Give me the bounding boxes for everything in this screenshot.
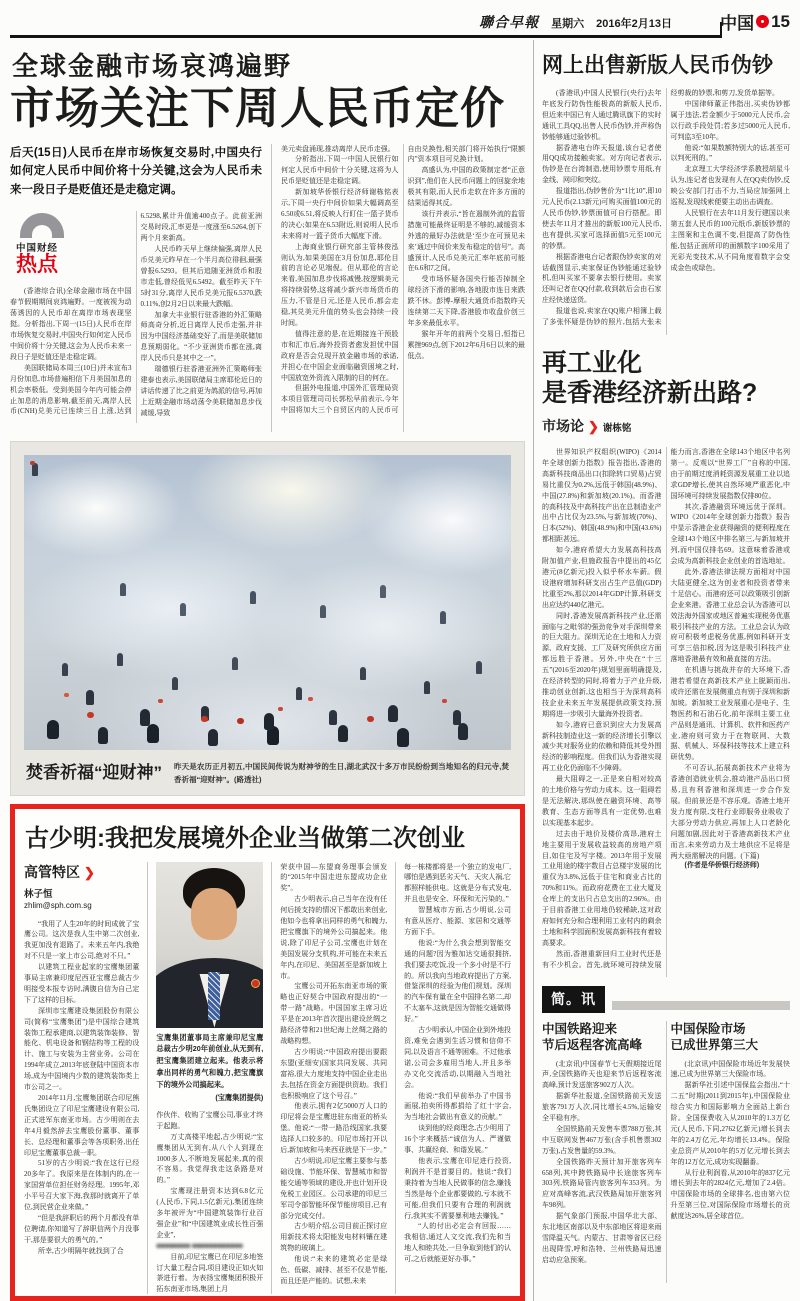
masthead-text <box>479 12 672 32</box>
paragraph: 人民银行在去年11月发行建国以来第五套人民币的100元纸币,新版钞票的主图案和主色调不变,但提高了防伪性能,包括正面所印的面额数字100采用了光彩光变技术,从不同角度看数字会变成金色或绿色。 <box>670 208 790 272</box>
paragraph: 上海商业银行研究部主管林俊泓则认为,如果美国在3月份加息,耶伦目前的言论必见端倪。但从耶伦的言论来看,美国加息步伐将减慢,按逻辑美元将持续弱势,这将减少新兴市场货币的压力,不管是日元,还是人民币,都会走稳,其兑美元升值的势头也会持续一段时间。 <box>281 242 399 328</box>
article-opinion-reindustrialisation <box>542 349 790 977</box>
briefs-section <box>542 986 790 1283</box>
paragraph: 全国铁路昨天预计加开旅客列车658列,其中跨铁路局中长途旅客列车303列,铁路局管内旅客列车353列。为应对高峰客流,武汉铁路局加开旅客列车98列。 <box>542 1157 662 1210</box>
photo-caption-text: 昨天是农历正月初五,中国民间传说为财神爷的生日,湖北武汉十多万市民纷纷到当地知名的归元寺,焚香祈福“迎财神”。(路透社) <box>174 761 509 785</box>
weekday: 星期六 <box>551 18 585 30</box>
masthead-rule <box>10 35 722 38</box>
briefs-body <box>542 1021 790 1283</box>
article-counterfeit-notes <box>542 49 790 335</box>
feature-article-red-box <box>10 804 525 1301</box>
paragraph: 在机遇与挑战并存的大环境下,香港若希望在高新技术产业上脱颖而出,或许还需在发展侧重点有别于深圳和新加坡。新加坡工业发展重心是电子、生物医药和石油石化,前年深圳主要工业产品则是通讯、计算机、软件和医药产业,港府则可致力于在物联网、大数据、机械人、环保科技等技术上建立科研优势。 <box>670 666 790 762</box>
paragraph: ■■■■■■■■ ■■■■■■■■■■■■ <box>156 1241 243 1250</box>
paragraph: 他说:“如果数额特别大的话,甚至可以判死刑的。” <box>670 143 790 163</box>
opinion-column-label: 市场论 <box>542 418 584 434</box>
paragraph: 该行并表示,“旨在遏制外流的监管措施可能最终证明是不够的,减缓资本外逃的最好办法就是‘至少在可预见未来’通过中间价来发布稳定的信号”。高盛预计,人民币兑美元汇率年底前可能在6.6和7之间。 <box>407 209 525 273</box>
opinion-byline <box>542 416 790 436</box>
red-ring-icon <box>756 15 769 28</box>
paragraph: 美国联储局本周三(10日)并未宣布3月份加息,市场普遍相信下月美国加息的机会率极低。受到美国今年内可能会停止加息的消息影响,截至前天,离岸人民币(CNH)兑美元已连续三日上涨,达到6.5298,累计升值逾400点子。此前亚洲交易时段,汇率更是一度涨至6.5264,创下两个月来新高。 <box>10 212 262 416</box>
brief-rail-headline: 中国铁路迎来 节后返程客流高峰 <box>542 1022 643 1053</box>
feature-col-4 <box>395 862 511 1294</box>
logo-text-top: 中国财经 <box>16 243 59 255</box>
paragraph: (香港讯)中国人民银行(央行)去年年底发行防伪性能极高的新版人民币,但近来中国已有人通过腾讯旗下的实时通讯工具QQ,出售人民币伪钞,并声称伪钞能够通过验钞机。 <box>542 89 662 141</box>
paragraph: “人的付出必定会有回报……我相信,通过人文交流,我们先和当地人和睦共处,一旦争取到他们的认可,之后就能更好办事。” <box>404 1222 511 1264</box>
red-offerings <box>30 461 35 465</box>
opinion-paragraphs <box>542 447 790 977</box>
article-left-half <box>10 144 262 432</box>
paragraph: 2014年11月,宝鹰集团联合印尼熊氏集团设立了印尼宝鹰建设有限公司,正式进军东南亚市场。古少明则在去年4月毅然辞去宝鹰股份董事、董事长、总经理和董事会等各项职务,出任印尼宝鹰董事总裁一职。 <box>24 1094 140 1157</box>
article-headline: 市场关注下周人民币定价 <box>10 84 505 133</box>
paragraph: 如今,港府希望大力发展高科技高附加值产业,但施政报告中提出的45亿港元(8亿新元)投入似乎杯水车薪。假设港府增加科研支出占生产总值(GDP)比重至2%,那以2014年GDP计算,科研支出应达约440亿港元。 <box>542 546 662 609</box>
article-columns-left <box>10 211 262 423</box>
paragraph: 每一栋楼都将是一个独立的发电厂,哪怕是遇到恶劣天气、天灾人祸,它都照样能供电。这就是分布式发电,并且也是安全、环保和无污染的。” <box>404 862 511 904</box>
paragraph: (香港综合讯)全球金融市场在中国春节假期期间哀鸿遍野。一度被视为动荡诱因的人民币却在离岸市场表现坚挺。分析指出,下周一(15日)人民币在岸市场恢复交易时,中国央行如何定人民币中间价将十分关键,这会为人民币未来一段日子是贬值还是走稳定调。 <box>10 287 132 361</box>
paragraph: 过去由于地价及楼价高昂,港府土地主要用于发展收益较高的房地产项目,如住宅及写字楼。2013年用于发展工业用途的楼宇数目占总楼宇发展的比重仅为3.8%,远低于住宅和商业占比的70%和11%。而政府花费在工业大厦及仓库上的支出只占总支出的2.96%。由于目前香港工业用地仍较稀缺,这对政府如何充分和合理利用工业村内的剩余土地和科学园面积发展高新科技有着较高要求。 <box>542 829 662 947</box>
paragraph: 北京理工大学经济学系教授胡星斗认为,连记者也发现有人在QQ卖伪钞,反映公安部门打击不力,当局应加强网上巡视,发现线索便要主动出击调查。 <box>670 165 790 207</box>
chevron-icon: ❯ <box>588 419 599 434</box>
paragraph: (北京讯)中国保险市场近年发展快速,已成为世界第三大保险市场。 <box>670 1059 790 1079</box>
paragraph: 宝鹰公司开拓东南亚市场的策略也正好契合中国政府提出的“一带一路”战略。中国国家主席习近平是在2013年首次提出建设丝绸之路经济带和21世纪海上丝绸之路的战略构想。 <box>280 982 388 1046</box>
horseshoe-arc-icon <box>20 213 64 238</box>
page-number-value: 15 <box>771 11 790 31</box>
paragraph: 中国律师董正伟指出,买卖伪钞都属于违法,若金额少于5000元人民币,会以行政手段处罚;若多过5000元人民币,可判监3至10年。 <box>670 99 790 141</box>
feature-col-3 <box>271 862 387 1294</box>
feature-body-col2 <box>156 1110 263 1294</box>
paragraph: 作伙伴、收购了宝鹰公司,事业才终于起跑。 <box>156 1110 264 1130</box>
feature-headline: 古少明:我把发展境外企业当做第二次创业 <box>25 824 465 852</box>
article-rmb-pricing <box>10 46 525 432</box>
portrait-caption: 宝鹰集团董事局主席兼印尼宝鹰总裁古少明20年前创业,从无到有,把宝鹰集团建立起来。他表示将拿出同样的勇气和魄力,把宝鹰旗下的境外公司搞起来。 <box>156 1032 264 1090</box>
paragraph: 所幸,古少明隔年就找到了合 <box>38 1246 124 1255</box>
paragraph: 他说:“为什么我会想到智能交通的问题?因为雅加达交通很拥挤,我们要去吃饭,没一个多小时是不行的。所以我向当地政府提出了方案,借鉴深圳的经验为他们规划。深圳的汽车保有量在全中国排名第二,却不太塞车,这就是因为智能交通做得好。” <box>404 938 511 1024</box>
portrait-credit: (宝鹰集团提供) <box>215 1092 264 1102</box>
briefs-banner-strip <box>612 1001 790 1010</box>
paragraph: 受市场怀疑各国央行能否掉制全球经济下滑的影响,各地股市连日来跌跌不休。彭博-摩根大通货币指数昨天连续第二天下降,香港股市收盘价创三年多来最低水平。 <box>407 275 525 328</box>
paper-name: 聯合早報 <box>479 16 540 31</box>
paragraph: 值得注意的是,在近期接连干预股市和汇市后,海外投资者愈发担忧中国政府是否会兑现开放金融市场的承诺,并担心在中国企业面临融资困境之时,中国放宽外资流入限制的目的何在。 <box>281 329 399 382</box>
paragraph: 荣获中国—东盟商务理事会颁发的“2015年中国走进东盟成功企业奖”。 <box>280 862 388 893</box>
left-region <box>10 40 525 1301</box>
paragraph: 从行业利润看,从2010年的837亿元增长到去年的2824亿元,增加了2.4倍。中国保险市场的全球排名,也由第六位升至第三位,对国际保险市场增长的贡献度达26%,居全球首位。 <box>670 1168 790 1221</box>
paragraph: 目前,印尼宝鹰已在印尼多地签订大量工程合同,项目建设正如火如荼进行着。为表扬宝鹰集团积极开拓东南亚市场,集团上月 <box>156 1252 264 1294</box>
portrait-face <box>191 888 237 940</box>
paragraph: 据气象部门预报,中国华北大部、东北地区南部以及中东部地区将迎来雨雪降温天气。内蒙古、甘肃等省区已经出现降雪,呼和浩特、兰州铁路局迅速启动应急预案。 <box>542 1212 662 1264</box>
paragraph: 据新华社引述中国保监会指出,“十二五”时期(2011到2015年),中国保险业综合实力和国际影响力全面站上新台阶。全国保费收入从2010年的1.3万亿元(人民币,下同,2762亿新元)增长到去年的2.4万亿元,年均增长13.4%。保险业总资产从2010年的5万亿元增长到去年的12万亿元,成功实现翻番。 <box>670 1081 790 1166</box>
counterfeit-headline: 网上出售新版人民币伪钞 <box>542 54 773 77</box>
paragraph: 据香港电台昨天报道,该台记者使用QQ成功接触卖家。对方向记者表示,伪钞是在台湾制造,使用钞票专用纸,有金线、网印和突纹。 <box>542 143 662 185</box>
paragraph: 加拿大丰业银行驻香港的外汇策略师高奇分析,近日离岸人民币走强,并非因为中国经济基础变好了,而是美联储加息预期弱化。“不少亚洲货币都在涨,离岸人民币只是其中之一”。 <box>140 310 262 363</box>
opinion-body <box>542 447 790 977</box>
paragraph: 智慧城市方面,古少明说,公司有意从医疗、能源、家居和交通等方面下手。 <box>404 906 511 936</box>
paragraph: 世界知识产权组织(WIPO)《2014年全球创新力指数》报告指出,香港的高新科技商品出口(扣除转口贸易)占贸易比重仅为0.2%,远低于韩国(48.9%)、中国(27.8%)和新加坡(20.1%)。而香港的高科技及中高科技产出在总制造业产出中占比仅为23.5%,与新加坡(70%)、日本(52%)、韩国(48.9%)和中国(43.6%)都相距甚远。 <box>542 448 662 544</box>
logo-text-bottom: 热点 <box>16 253 58 277</box>
section-name: 中国 <box>720 14 755 33</box>
right-region <box>533 40 790 1301</box>
paragraph: 全国铁路前天发售车票788万张,其中互联网发售467万张(含手机售票302万张),占发售量的59.3%。 <box>542 1124 662 1155</box>
paragraph: 不可否认,拓展高新技术产业将为香港创造就业机会,推动港产品出口贸易,且有利香港和深圳进一步合作发展。但前景还是不容乐观。香港土地开发力度有限,支柱行业即服务业吸收了大部分劳动力供应,再加上人口老龄化问题加剧,因此对于香港高新技术产业而言,未来劳动力及土地供应不足将是两大亟需解决的问题。(下篇) <box>670 764 790 860</box>
paragraph: 然而,香港重新回归工业时代还是有不少机会。首先,就环境可持续发展能力而言,香港在全球143个地区中名列第一。反观以“世界工厂”自称的中国,由于前期过度消耗资源发展重工业以追求GDP增长,使其自然环境严重恶化,中国环境可持续发展指数仅排80位。 <box>542 448 790 969</box>
article-columns-right <box>271 144 525 432</box>
briefs-title: 简。讯 <box>542 986 605 1013</box>
photo-story <box>10 441 525 796</box>
paragraph: 此外,香港法律法规方面相对中国大陆更健全,这为创业者和投资者带来十足信心。而港府还可以政策吸引创新企业来港。香港工业总会认为香港可以效法海外国家或地区普遍实现税务优惠吸引科技产业的方法。工业总会认为政府可积极考虑税务优惠,例如科研开支可享三倍扣税,因为这是吸引科技产业落地香港最有效和最直接的方法。 <box>670 567 790 664</box>
issue-date: 2016年2月13日 <box>596 18 672 30</box>
brief-insurance-headline: 中国保险市场 已成世界第三大 <box>670 1022 759 1053</box>
paragraph: 古少明介绍,公司目前正探讨应用新技术将太阳能发电材料镶在建筑物的玻璃上。 <box>280 1222 388 1253</box>
article-kicker: 全球金融市场哀鸿遍野 <box>12 51 293 81</box>
brief-rail-body <box>542 1059 662 1266</box>
opinion-author: 谢栋铭 <box>602 423 632 434</box>
feature-body-col1 <box>24 919 139 1257</box>
paragraph: 报道也说,卖家在QQ账户相簿上载了多张怀疑是伪钞的照片,包括大张未经剪裁的钞票,和剪刀,发货单据等。 <box>542 89 779 327</box>
paragraph: 宝鹰现注册资本达到6.8亿元(人民币,下同,1.5亿新元),集团连续多年被评为“中国建筑装饰行业百强企业”和“中国建筑业成长性百强企业”, <box>156 1187 264 1239</box>
feature-col-1 <box>24 862 139 1294</box>
paragraph: 分析指出,下周一中国人民银行如何定人民币中间价十分关键,这将为人民币是贬值还是走稳定调。 <box>281 155 399 186</box>
paragraph: (北京讯)中国春节七天假期接近尾声,全国铁路昨天也迎来节后返程客流高峰,预计发送旅客902万人次。 <box>542 1059 662 1090</box>
masthead <box>10 5 790 38</box>
paragraph: 他表示,宝鹰在印尼进行投资,利润并不是首要目的。他说:“我们秉持着为当地人民做事的信念,赚钱当然是每个企业都要做的,亏本就不可能,但我们只要有合理的利润就行,我其实不需要暴利地去赚钱。” <box>404 1156 511 1220</box>
paragraph: 他说:“未来的建筑必定是绿色、低碳、减排、甚至不仅是节能,而且还是产能的。试想,未来 <box>280 1255 388 1285</box>
paragraph: “但是我辞职后的两个月都没有单位聘请,你知道写了辞职信两个月没事干,那是要很大的勇气的。” <box>24 1213 140 1244</box>
paragraph: 瑞德银行驻香港亚洲外汇策略师张建泰也表示,美国联储局主席耶伦近日的讲话传递了比之前更为鸽派的信号,再加上近期金融市场动荡令美联储加息步伐减缓,导致 <box>140 365 262 417</box>
paragraph: 深圳市宝鹰建设集团股份有限公司(简称“宝鹰集团”)是中国综合建筑装饰工程承建商,以建筑装饰装修、智能化、机电设备和钢结构等工程的设计、施工与安装为主营业务。公司在1994年成立,2013年底登陆中国资本市场,成为中国境内少数的建筑装饰类上市公司之一。 <box>24 1006 140 1092</box>
portrait-tie <box>208 972 220 1020</box>
paragraph: 根据香港电台记者跟伪钞卖家的对话截图显示,卖家保证伪钞能通过验钞机,但叫买家不要拿去银行使用。卖家还叫记者在QQ付款,收到款后会由石家庄经快递送货。 <box>542 252 662 305</box>
paragraph: 万丈高楼平地起,古少明说:“宝鹰集团从无到有,从八个人到现在1000多人,不断地发展起来,真的很不容易。我觉得我走这条路是对的。” <box>156 1132 264 1185</box>
lead-paragraph: 后天(15日)人民币在岸市场恢复交易时,中国央行如何定人民币中间价将十分关键,这会为人民币未来一段日子是贬值还是走稳定调。 <box>10 146 262 196</box>
article-body <box>10 144 525 432</box>
paragraph: 但据外电报道,中国外汇管理局资本项目管理司司长郭松早前表示,今年中国将加大三个自贸区内的人民币可自由兑换性,相关部门将开始执行“限额内”资本项目可兑换计划。 <box>281 144 525 415</box>
opinion-headline: 再工业化 是香港经济新出路? <box>542 349 758 407</box>
paragraph: 据新华社报道,全国铁路前天发送旅客791万人次,同比增长4.5%,运输安全平稳有序。 <box>542 1092 662 1123</box>
paragraph: 以建筑工程业起家的宝鹰集团董事局主席兼印度尼西亚宝鹰总裁古少明接受本报专访时,满腹自信为自己定下了这样的目标。 <box>24 963 140 1004</box>
paragraph: 其次,香港融资环境远优于深圳。WIPO《2014年全球创新力指数》报告中显示香港企业获得融资的便利程度在全球143个地区中排名第三,与新加坡并列,而中国仅排名69。这意味着香港或会成为高新科技企业创业的首选地址。 <box>670 502 790 566</box>
photo-caption <box>24 750 511 789</box>
paragraph: 如今,港府已意识到应大力发展高新科技制造业这一新的经济增长引擎以减少其对服务业的依赖和降低其受外围经济的影响程度。但我们认为香港实现再工业化仍面临不少障碍。 <box>542 720 662 773</box>
paragraph: 新加坡华侨银行经济师谢栋铭表示,下周一央行中间价如果大幅调高至6.50或6.51,将反映人行盯住一篮子货币的决心;如果在6.53附近,则说明人民币未来将对一篮子货币大幅度下滑。 <box>281 188 399 240</box>
paragraph: 美元卖盘涌现,推动离岸人民币走强。 <box>281 144 395 153</box>
counterfeit-body <box>542 88 790 335</box>
brief-insurance-body <box>671 1059 791 1223</box>
reporter-email: zhlim@sph.com.sg <box>24 900 92 910</box>
main-content <box>10 40 790 1301</box>
paragraph: 古少明表示,自己当年在没有任何后援支持的情况下都敢出来创业,他如今也将拿出同样的勇气和魄力,把宝鹰旗下的境外公司搞起来。他说,除了印尼子公司,宝鹰也计划在美国发展分支机构,并可能在未来五年内,在印尼、美国甚至是新加坡上市。 <box>280 895 388 980</box>
gu-shaoming-portrait-photo <box>156 862 263 1028</box>
feature-col-2 <box>147 862 263 1294</box>
portrait-lapel-pin <box>252 980 259 987</box>
paragraph: 人民币昨天早上继续偏强,离岸人民币兑美元昨早在一个半月高位徘徊,最强曾报6.5293。但其后追随亚洲货币和股市走低,曾经低见6.5492。截至昨天下午5时31分,离岸人民币兑美元报6.5370,跌0.11%,创2月2日以来最大跌幅。 <box>140 245 262 308</box>
author-tagline: (作者是华侨银行经济师) <box>684 862 760 870</box>
paragraph: 古少明说,印尼宝鹰主要参与基础设施、节能环保、智慧城市和智能交通等领域的建设,并也计划开设免税工业园区。公司承建的印尼三军司令部智能环保节能房项目,已有部分完成交付。 <box>280 1156 388 1220</box>
incense-crowd-photo <box>24 455 511 750</box>
paragraph: 高盛认为,中国的政策制定者“正意识到”,他们在人民币问题上的回旋余地极其有限,而人民币走软在许多方面的结果适得其反。 <box>407 166 525 208</box>
column-label: 高管特区 ❯ <box>24 863 95 880</box>
paragraph: “我用了人生20年的时间成就了宝鹰公司。这次是我人生中第二次创业,我更加没有退路了。未来五年内,我绝对不只是一家上市公司,绝对不只。” <box>24 919 140 961</box>
chevron-icon: ❯ <box>84 864 95 880</box>
paragraph: 谈到他的经商理念,古少明用了16个字来概括:“诚信为人、严谨做事、共赢经商、和谐发展。” <box>404 1124 511 1155</box>
photo-caption-title: 焚香祈福“迎财神” <box>26 762 162 782</box>
paragraph: 他表示,拥有2亿5000万人口的印尼将会是宝鹰进驻东南亚的桥头堡。他说:“一带一路沿线国家,我要选择人口较多的。印尼市场打开以后,新加坡和马来西亚就是下一步。” <box>280 1102 388 1155</box>
paragraph: 51岁的古少明说:“我在这行已经20多年了。我原来是在体制内的,在一家国营单位担任财务经理。1995年,邓小平号召大家下海,我那时就离开了单位,到民营企业来做。” <box>24 1159 140 1212</box>
paragraph: 猴年开年的前两个交易日,恒指已累挫969点,创下2012年6月6日以来的最低点。 <box>407 329 525 360</box>
china-finance-hotspot-logo <box>16 213 132 276</box>
page-number <box>720 9 790 34</box>
paragraph: 同时,香港发展高新科技产业,还需面临与之毗邻的强劲竞争对手深圳带来的巨大阻力。深圳无论在土地和人力资源、政府支援、工厂及研究所供应方面都远胜于香港。另外,中央在“十三五”(2016至2020年)规划里面明确提及,在经济转型的同时,将着力于产业升级,推动创业创新,这也相当于为深圳高科技企业未来五年发展提供政策支持,预期将进一步吸引大量海外投资者。 <box>542 611 662 718</box>
briefs-banner <box>542 986 790 1013</box>
feature-columns <box>24 862 511 1294</box>
paragraph: 他说:“我们早前举办了中国书画展,拍卖所得都捐给了红十字会,为当地社会做出有意义的贡献。” <box>404 1091 511 1122</box>
paragraph: 古少明说:“中国政府提出要跟东盟(亚细安)国家共同发展、共同富裕,很大力度地支持中国企业走出去,包括在资金方面提供资助。我们也积极响应了这个号召。” <box>280 1047 388 1100</box>
reporter-name: 林子恒 <box>24 888 53 900</box>
paragraph: 最大阻碍之一,正是来自相对较高的土地价格与劳动力成本。这一阻碍若是无法解决,那纵使在融资环境、高等教育、生态方面等具有一定优势,也难以实现基本起步。 <box>542 775 662 827</box>
paragraph: 报道指出,伪钞售价为“1比10”,即10元人民币(2.13新元)可购买面值100元的人民币伪钞,钞票面值可自行搭配。即使去年11月才推出的新版100元人民币,也有提供,买家可选择面值5元至100元的钞票。 <box>542 187 662 250</box>
paragraph: 古少明承认,中国企业到外地投资,难免会遇到生活习惯和信仰不同,以及语言不通等困难。不过他承诺,公司会多雇用当地人,并且多举办文化交流活动,以期融入当地社会。 <box>404 1026 511 1089</box>
